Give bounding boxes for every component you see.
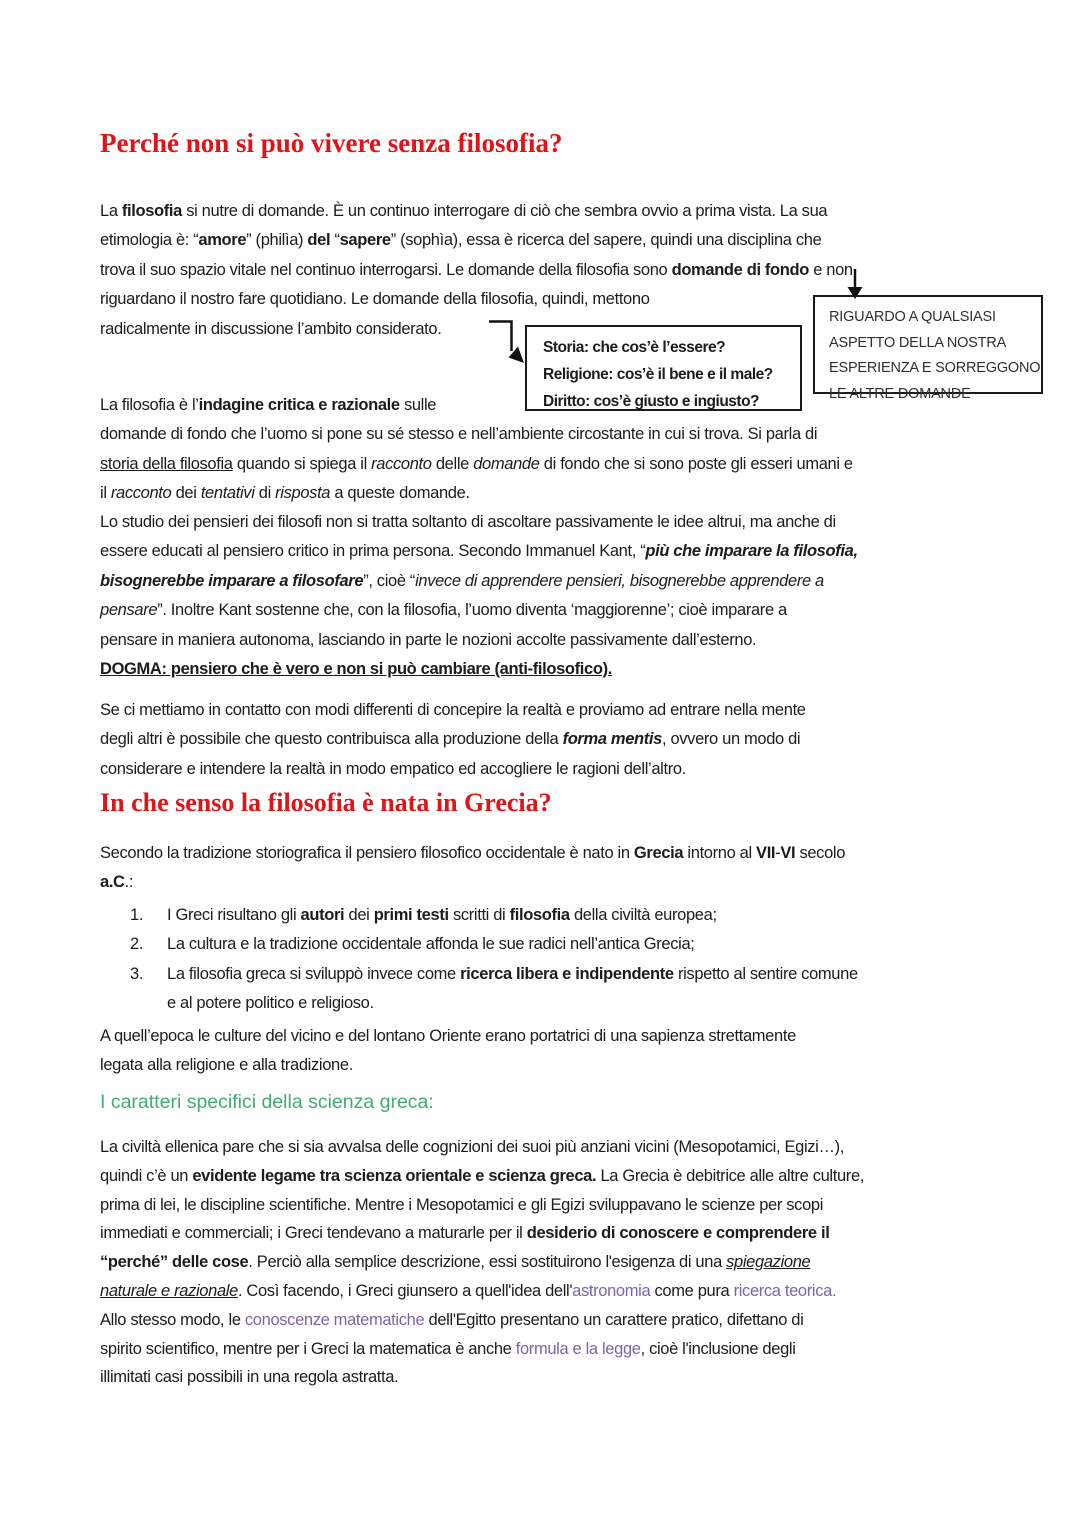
section-heading-grecia: In che senso la filosofia è nata in Grecia? <box>100 788 552 817</box>
list-item-number: 2. <box>130 935 144 954</box>
scienza-greca-paragraph: La civiltà ellenica pare che si sia avvalsa delle cognizioni dei suoi più anziani vicini (Mesopotamici, Egizi…), quindi c’è un evidente legame tra scienza orientale e scienza greca. La Grecia è debitrice alle altre culture, prima di lei, le discipline scientifiche. Mentre i Mesopotamici e gli Egizi sviluppavano le scienze per scopi immediati e commerciali; i Greci tendevano a maturarle per il desiderio di conoscere e comprendere il “perché” delle cose. Perciò alla semplice descrizione, essi sostituirono l'esigenza di una spiegazione naturale e razionale. Così facendo, i Greci giunsero a quell'idea dell'astronomia come pura ricerca teorica. Allo stesso modo, le conoscenze matematiche dell'Egitto presentano un carattere pratico, difettano di spirito scientifico, mentre per i Greci la matematica è anche formula e la legge, cioè l'inclusione degli illimitati casi possibili in una regola astratta. <box>100 1138 865 1387</box>
list-item-number: 3. <box>130 964 144 983</box>
list-item <box>130 901 1010 930</box>
list-item-text: I Greci risultano gli autori dei primi testi scritti di filosofia della civiltà europea; <box>167 906 717 924</box>
tradizione-paragraph: Secondo la tradizione storiografica il pensiero filosofico occidentale è nato in Grecia intorno al VII-VI secolo a.C.: <box>100 844 846 892</box>
storia-religione-diritto-box: Storia: che cos’è l’essere? Religione: cos’è il bene e il male? Diritto: cos’è giusto e ingiusto? <box>525 325 802 411</box>
document-title: Perché non si può vivere senza filosofia? <box>100 128 563 158</box>
list-item-text: La filosofia greca si sviluppò invece come ricerca libera e indipendente rispetto al sentire comune e al potere politico e religioso. <box>167 964 858 1013</box>
intro-paragraph: La filosofia si nutre di domande. È un continuo interrogare di ciò che sembra ovvio a prima vista. La sua etimologia è: “amore” (philìa) del “sapere” (sophìa), essa è ricerca del sapere, quindi una disciplina che trova il suo spazio vitale nel continuo interrogarsi. Le domande della filosofia sono domande di fondo e non riguardano il nostro fare quotidiano. Le domande della filosofia, quindi, mettono radicalmente in discussione l’ambito considerato. <box>100 202 853 338</box>
forma-mentis-paragraph: Se ci mettiamo in contatto con modi differenti di concepire la realtà e proviamo ad entrare nella mente degli altri è possibile che questo contribuisca alla produzione della forma mentis, ovvero un modo di considerare e intendere la realtà in modo empatico ed accogliere le ragioni dell’altro. <box>100 701 806 778</box>
list-item-number: 1. <box>130 906 144 924</box>
list-item <box>130 930 1010 959</box>
numbered-list <box>130 901 1010 1019</box>
indagine-paragraph: La filosofia è l’indagine critica e razionale sulle domande di fondo che l’uomo si pone su sé stesso e nell’ambiente circostante in cui si trova. Si parla di storia della filosofia quando si spiega il racconto delle domande di fondo che si sono poste gli esseri umani e il racconto dei tentativi di risposta a queste domande. <box>100 396 853 503</box>
dogma-definition: DOGMA: pensiero che è vero e non si può cambiare (anti-filosofico). <box>100 660 612 678</box>
list-item-text: La cultura e la tradizione occidentale affonda le sue radici nell’antica Grecia; <box>167 935 695 954</box>
list-item <box>130 960 1010 1019</box>
subheading-scienza-greca: I caratteri specifici della scienza greca: <box>100 1091 434 1113</box>
oriente-paragraph: A quell’epoca le culture del vicino e del lontano Oriente erano portatrici di una sapienza strettamente legata alla religione e alla tradizione. <box>100 1027 796 1075</box>
riguardo-note-box: RIGUARDO A QUALSIASI ASPETTO DELLA NOSTRA ESPERIENZA E SORREGGONO LE ALTRE DOMANDE <box>813 295 1043 394</box>
kant-paragraph: Lo studio dei pensieri dei filosofi non si tratta soltanto di ascoltare passivamente le idee altrui, ma anche di essere educati al pensiero critico in prima persona. Secondo Immanuel Kant, “più che imparare la filosofia, bisognerebbe imparare a filosofare”, cioè “invece di apprendere pensieri, bisognerebbe apprendere a pensare”. Inoltre Kant sostenne che, con la filosofia, l’uomo diventa ‘maggiorenne’; cioè imparare a pensare in maniera autonoma, lasciando in parte le nozioni accolte passivamente dall’esterno. <box>100 513 858 649</box>
